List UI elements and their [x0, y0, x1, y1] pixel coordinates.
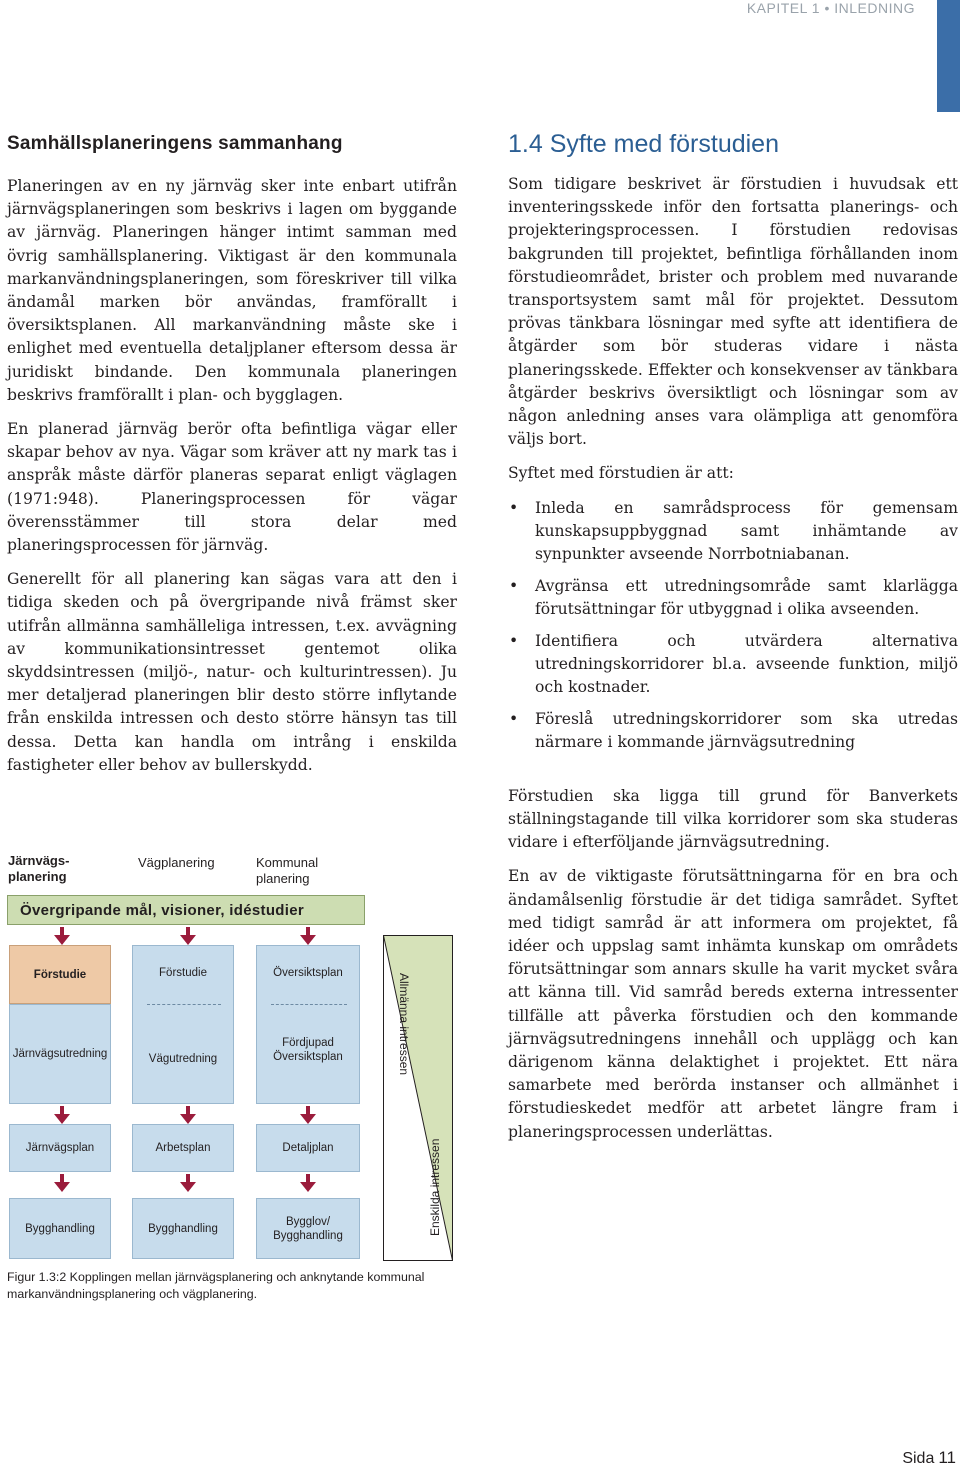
- divider: [147, 1004, 221, 1005]
- bullet-icon: •: [509, 576, 519, 595]
- rail-prestudy-box: [9, 945, 111, 1004]
- private-interest-label: Enskilda intressen: [428, 1138, 442, 1236]
- page-number: [860, 1448, 956, 1467]
- goals-banner: Övergripande mål, visioner, idéstudier: [7, 895, 365, 925]
- road-build-box: [132, 1198, 234, 1259]
- figure-caption: Figur 1.3:2 Kopplingen mellan järnvägsplanering och anknytande kommunal markanvändningsplanering och vägplanering.: [7, 1270, 425, 1301]
- bullet-icon: •: [509, 498, 519, 517]
- box-label: Detaljplan: [282, 1142, 334, 1154]
- column-label-municipal: Kommunal planering: [256, 855, 319, 886]
- divider: [271, 1004, 347, 1005]
- paragraph: Planeringen av en ny järnväg sker inte enbart utifrån järnvägsplaneringen som beskrivs i lagen om byggande av järnväg. Planeringen hänger intimt samman med övrig samhällsplanering. Viktigast är den kommunala markanvändningsplaneringen, som föreskriver till vilka ändamål marken bör användas, framförallt i översiktsplanen. All markanvändning måste ske i enlighet med eventuella detaljplaner eftersom dessa är juridiskt bindande. Den kommunala planeringen beskrivs framförallt i plan- och bygglagen.: [7, 177, 457, 404]
- municipal-detail-plan-box: [256, 1124, 360, 1172]
- interest-gradient-graphic: [383, 935, 453, 1261]
- right-column: [508, 130, 958, 1155]
- running-head: KAPITEL 1 • INLEDNING: [746, 0, 915, 16]
- list-item: • Avgränsa ett utredningsområde samt klarlägga förutsättningar för utbyggnad i olika avseenden.: [509, 576, 958, 619]
- rail-plan-box: [9, 1124, 111, 1172]
- chapter-tab: [937, 0, 960, 112]
- box-label: Fördjupad Översiktsplan: [273, 1037, 343, 1063]
- road-stage-box: [132, 945, 234, 1104]
- purpose-list: [508, 497, 958, 755]
- box-label: Järnvägsutredning: [12, 1048, 108, 1060]
- box-label: Förstudie: [159, 967, 207, 979]
- box-label: Översiktsplan: [273, 967, 343, 979]
- chapter-section-title: 1.4 Syfte med förstudien: [508, 130, 779, 158]
- list-item: • Inleda en samrådsprocess för gemensam kunskapsuppbyggnad samt inhämtande av synpunkter avseende Norrbotniabanan.: [509, 498, 958, 564]
- box-label: Arbetsplan: [155, 1142, 211, 1154]
- column-label-rail: Järnvägs- planering: [8, 853, 70, 884]
- box-label: Bygghandling: [25, 1222, 95, 1235]
- rail-investigation-box: [9, 1004, 111, 1104]
- paragraph: Förstudien ska ligga till grund för Banverkets ställningstagande till vilka korridorer som ska studeras vidare i efterföljande järnvägsutredning.: [508, 786, 958, 852]
- column-label-road: Vägplanering: [138, 855, 215, 870]
- paragraph: Syftet med förstudien är att:: [508, 464, 734, 483]
- paragraph: En av de viktigaste förutsättningarna för en bra och ändamålsenlig förstudie är det tidiga samrådet. Syftet med tidigt samråd är att informera om projektet, få idéer och uppslag samt inhämta kunskap om områdets förutsättningar som annars skulle ha varit mycket svåra att känna till. Vid samråd bereds externa intressenter tillfälle att påverka förstudien och den kommande järnvägsutredningens innehåll och upplägg och kan därigenom känna delaktighet i projektet. Ett nära samarbete med berörda instanser och allmänhet i förstudieskedet medför att arbetet längre fram i planeringsprocessen underlättas.: [508, 867, 958, 1141]
- planning-diagram: [5, 843, 455, 1263]
- paragraph: Generellt för all planering kan sägas vara att den i tidiga skeden och på övergripande nivå främst sker utifrån allmänna samhälleliga intressen, t.ex. avvägning av kommunikationsintresset gentemot olika skyddsintressen (miljö-, natur- och kulturintressen). Ju mer detaljerad planeringen blir desto större inflytande från enskilda intressen och desto större hänsyn tas till dessa. Detta kan handla om intrång i enskilda fastigheter eller behov av bullerskydd.: [7, 570, 457, 774]
- list-item: • Föreslå utredningskorridorer som ska utredas närmare i kommande järnvägsutredning: [509, 709, 958, 752]
- list-item: • Identifiera och utvärdera alternativa utredningskorridorer bl.a. avseende funktion, miljö och kostnader.: [509, 631, 958, 697]
- paragraph: En planerad järnväg berör ofta befintliga vägar eller skapar behov av nya. Vägar som kräver att ny mark tas i anspråk måste därför planeras separat enligt väglagen (1971:948). Planeringsprocessen för vägar överensstämmer till stora delar med planeringsprocessen för järnväg.: [7, 420, 457, 555]
- bullet-icon: •: [509, 709, 519, 728]
- left-column: [7, 133, 457, 788]
- box-label: Vägutredning: [148, 1053, 218, 1065]
- bullet-icon: •: [509, 631, 519, 650]
- box-label: Järnvägsplan: [25, 1142, 95, 1154]
- rail-build-box: [9, 1198, 111, 1259]
- box-label: Bygghandling: [148, 1222, 218, 1235]
- public-interest-label: Allmänna intressen: [397, 973, 411, 1076]
- box-label: Förstudie: [33, 968, 87, 981]
- page-label: Sida: [902, 1450, 935, 1467]
- section-heading: Samhällsplaneringens sammanhang: [7, 133, 343, 154]
- page-number-value: 11: [938, 1448, 956, 1467]
- road-plan-box: [132, 1124, 234, 1172]
- paragraph: Som tidigare beskrivet är förstudien i huvudsak ett inventeringsskede inför den fortsatta planerings- och projekteringsprocessen. I förstudien redovisas bakgrunden till projektet, befintliga förhållanden inom förstudieområdet, brister och problem med nuvarande transportsystem samt mål för projektet. Dessutom prövas tänkbara lösningar med syfte att identifiera de åtgärder som bör studeras vidare i nästa planeringsskede. Effekter och konsekvenser av tänkbara åtgärder beskrivs översiktligt och lösningar som av någon anledning anses vara olämpliga att genomföra väljs bort.: [508, 175, 958, 449]
- municipal-build-box: [256, 1198, 360, 1259]
- box-label: Bygglov/ Bygghandling: [273, 1215, 343, 1242]
- municipal-stage-box: [256, 945, 360, 1104]
